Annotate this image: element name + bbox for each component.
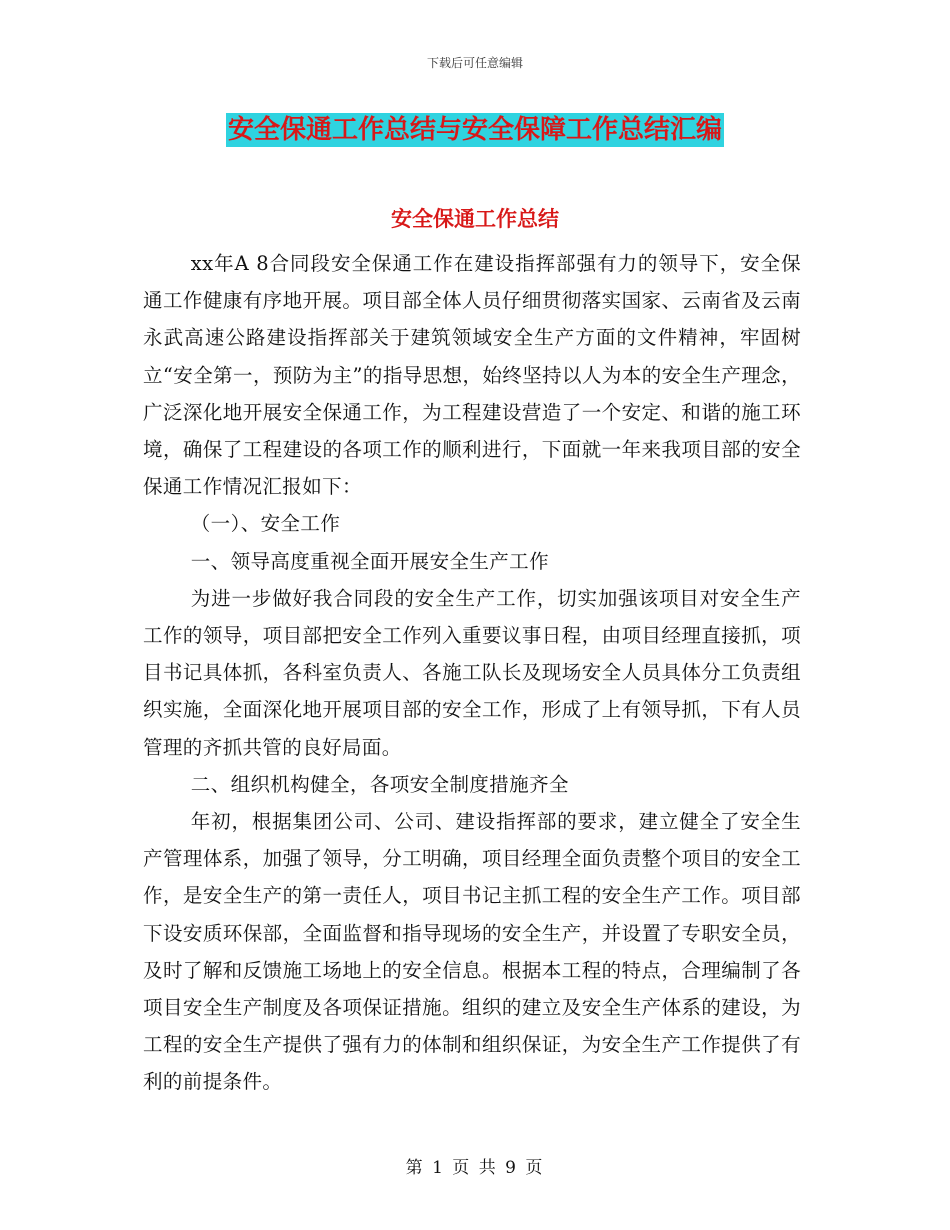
paragraph-intro: xx年A 8合同段安全保通工作在建设指挥部强有力的领导下，安全保通工作健康有序地开展。项目部全体人员仔细贯彻落实国家、云南省及云南永武高速公路建设指挥部关于建筑领域安全生产方面的文件精神，牢固树立“安全第一，预防为主”的指导思想，始终坚持以人为本的安全生产理念，广泛深化地开展安全保通工作，为工程建设营造了一个安定、和谐的施工环境，确保了工程建设的各项工作的顺利进行，下面就一年来我项目部的安全保通工作情况汇报如下：: [143, 252, 801, 499]
document-body: [143, 245, 801, 1101]
heading-leadership: 一、领导高度重视全面开展安全生产工作: [190, 549, 549, 573]
page-header-note: 下载后可任意编辑: [426, 56, 523, 70]
paragraph-leadership: 为进一步做好我合同段的安全生产工作，切实加强该项目对安全生产工作的领导，项目部把安全工作列入重要议事日程，由项目经理直接抓，项目书记具体抓，各科室负责人、各施工队长及现场安全人员具体分工负责组织实施，全面深化地开展项目部的安全工作，形成了上有领导抓，下有人员管理的齐抓共管的良好局面。: [143, 586, 801, 759]
section-title: 安全保通工作总结: [391, 207, 559, 231]
subheading-safety-work: （一）、安全工作: [190, 512, 341, 536]
page-number: 第 1 页 共 9 页: [405, 1158, 545, 1178]
paragraph-organization: 年初，根据集团公司、公司、建设指挥部的要求，建立健全了安全生产管理体系，加强了领导，分工明确，项目经理全面负责整个项目的安全工作，是安全生产的第一责任人，项目书记主抓工程的安全生产工作。项目部下设安质环保部，全面监督和指导现场的安全生产，并设置了专职安全员，及时了解和反馈施工场地上的安全信息。根据本工程的特点，合理编制了各项目安全生产制度及各项保证措施。组织的建立及安全生产体系的建设，为工程的安全生产提供了强有力的体制和组织保证，为安全生产工作提供了有利的前提条件。: [143, 810, 801, 1094]
heading-organization: 二、组织机构健全，各项安全制度措施齐全: [190, 772, 569, 796]
document-title: 安全保通工作总结与安全保障工作总结汇编: [227, 115, 722, 145]
document-title-wrapper: [0, 113, 950, 147]
